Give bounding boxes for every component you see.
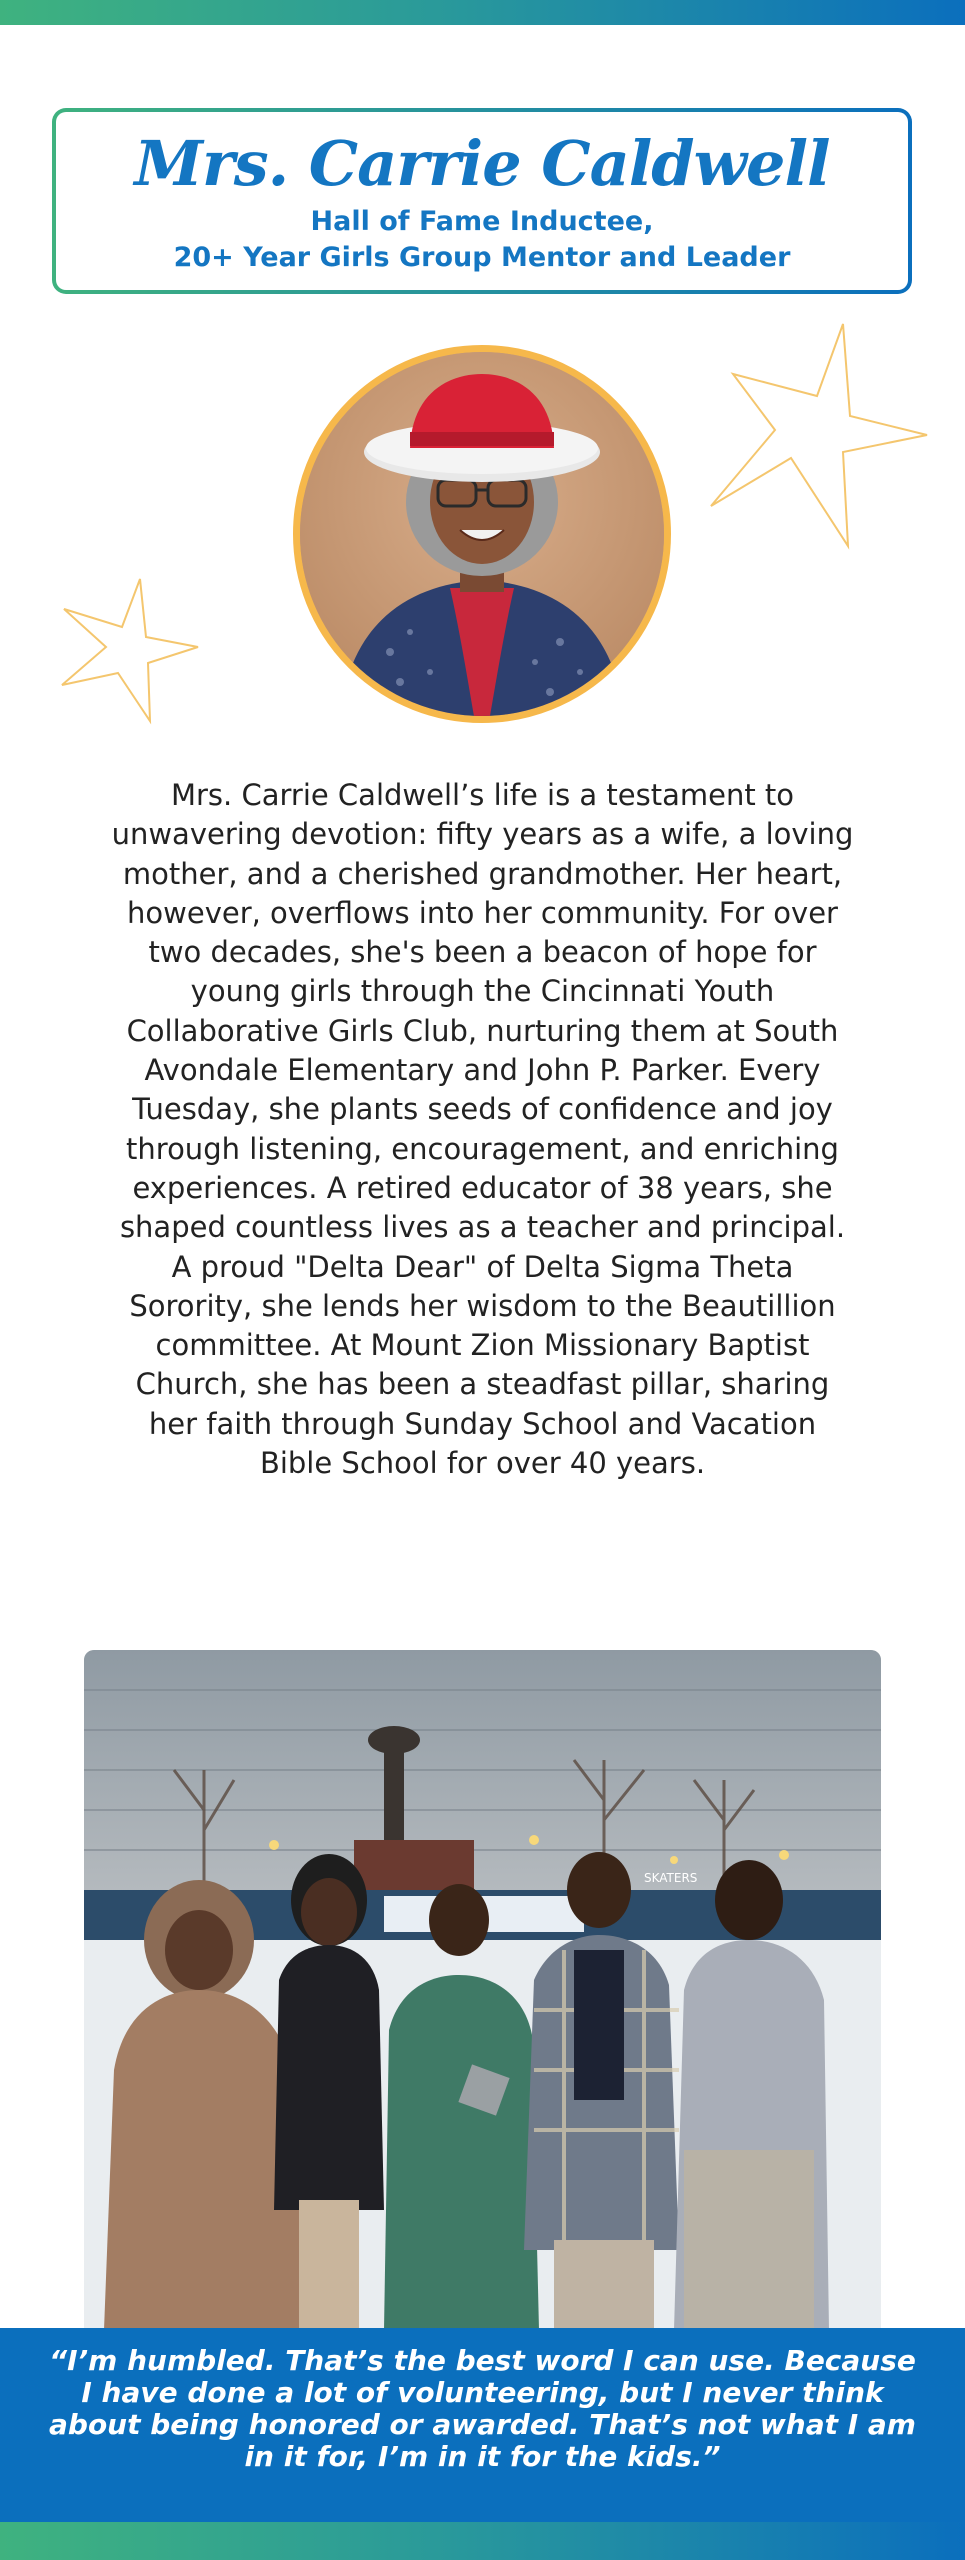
bio-paragraph: Mrs. Carrie Caldwell’s life is a testament to unwavering devotion: fifty years as a wife, a loving mother, and a cherished grandmother. Her heart, however, overflows into her community. For over two decades, she's been a beacon of hope for young girls through the Cincinnati Youth Collaborative Girls Club, nurturing them at South Avondale Elementary and John P. Parker. Every Tuesday, she plants seeds of confidence and joy through listening, encouragement, and enriching experiences. A retired educator of 38 years, she shaped countless lives as a teacher and principal. A proud "Delta Dear" of Delta Sigma Theta Sorority, she lends her wisdom to the Beautillion committee. At Mount Zion Missionary Baptist Church, she has been a steadfast pillar, sharing her faith through Sunday School and Vacation Bible School for over 40 years. [111,778,854,1481]
group-photo [84,1650,881,2330]
header-box [52,108,912,294]
rink-sign-text: SKATERS [644,1871,698,1885]
portrait-photo [293,345,671,723]
top-gradient-bar [0,0,965,25]
star-outline-icon-small [58,575,204,725]
group-photo-illustration [84,1650,881,2330]
quote-text: “I’m humbled. That’s the best word I can use. Because I have done a lot of volunteering, but I never think about being honored or awarded. That’s not what I am in it for, I’m in it for the kids.” [49,2344,916,2473]
portrait-illustration [300,352,664,716]
subtitle-line-1: Hall of Fame Inductee, [310,206,654,237]
page-title: Mrs. Carrie Caldwell [134,127,830,200]
star-outline-icon-large [705,320,931,550]
subtitle-line-2: 20+ Year Girls Group Mentor and Leader [173,242,791,273]
bottom-gradient-bar [0,2522,965,2560]
